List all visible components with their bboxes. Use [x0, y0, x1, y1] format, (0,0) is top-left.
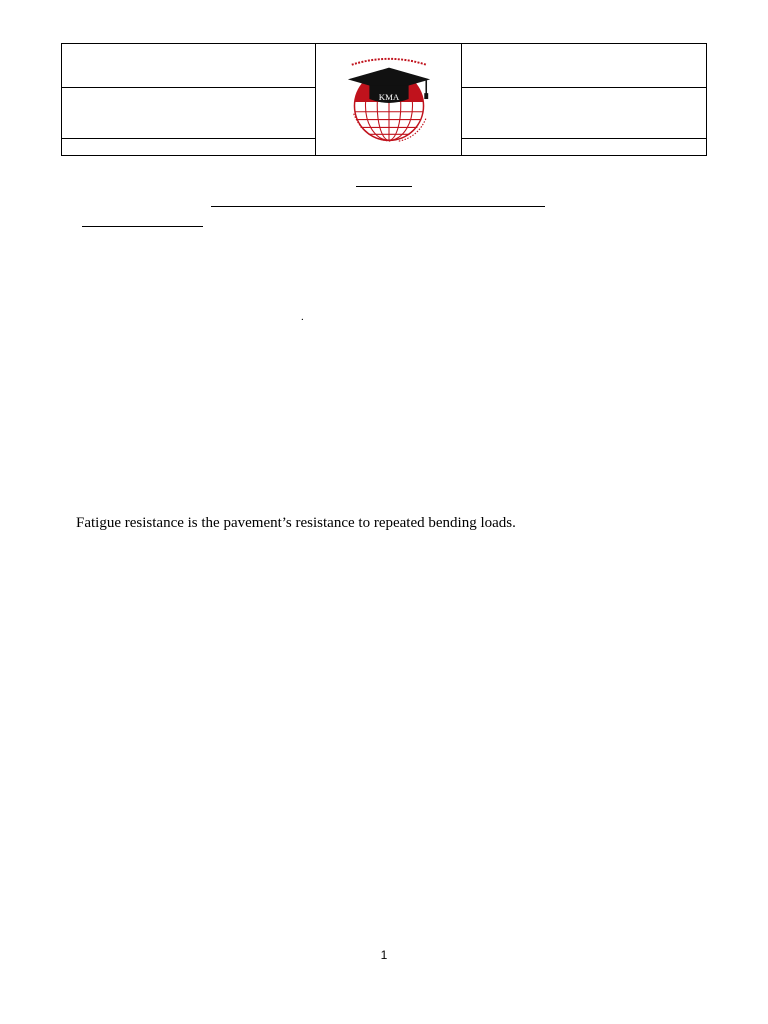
header-cell-right-middle	[461, 88, 706, 139]
page-number: 1	[380, 948, 388, 962]
logo-cell	[316, 44, 461, 156]
underline-rule	[356, 186, 412, 187]
header-cell-left-top	[62, 44, 316, 88]
header-cell-left-middle	[62, 88, 316, 139]
stray-dot: .	[301, 311, 304, 323]
logo-initials: KMA	[378, 91, 399, 102]
underline-rule	[211, 206, 545, 207]
underline-rule	[82, 226, 203, 227]
header-cell-right-top	[461, 44, 706, 88]
header-table	[61, 43, 707, 156]
definition-text: Fatigue resistance is the pavement’s resistance to repeated bending loads.	[76, 515, 516, 531]
header-cell-left-bottom	[62, 139, 316, 156]
institution-logo-icon	[340, 51, 438, 149]
header-cell-right-bottom	[461, 139, 706, 156]
